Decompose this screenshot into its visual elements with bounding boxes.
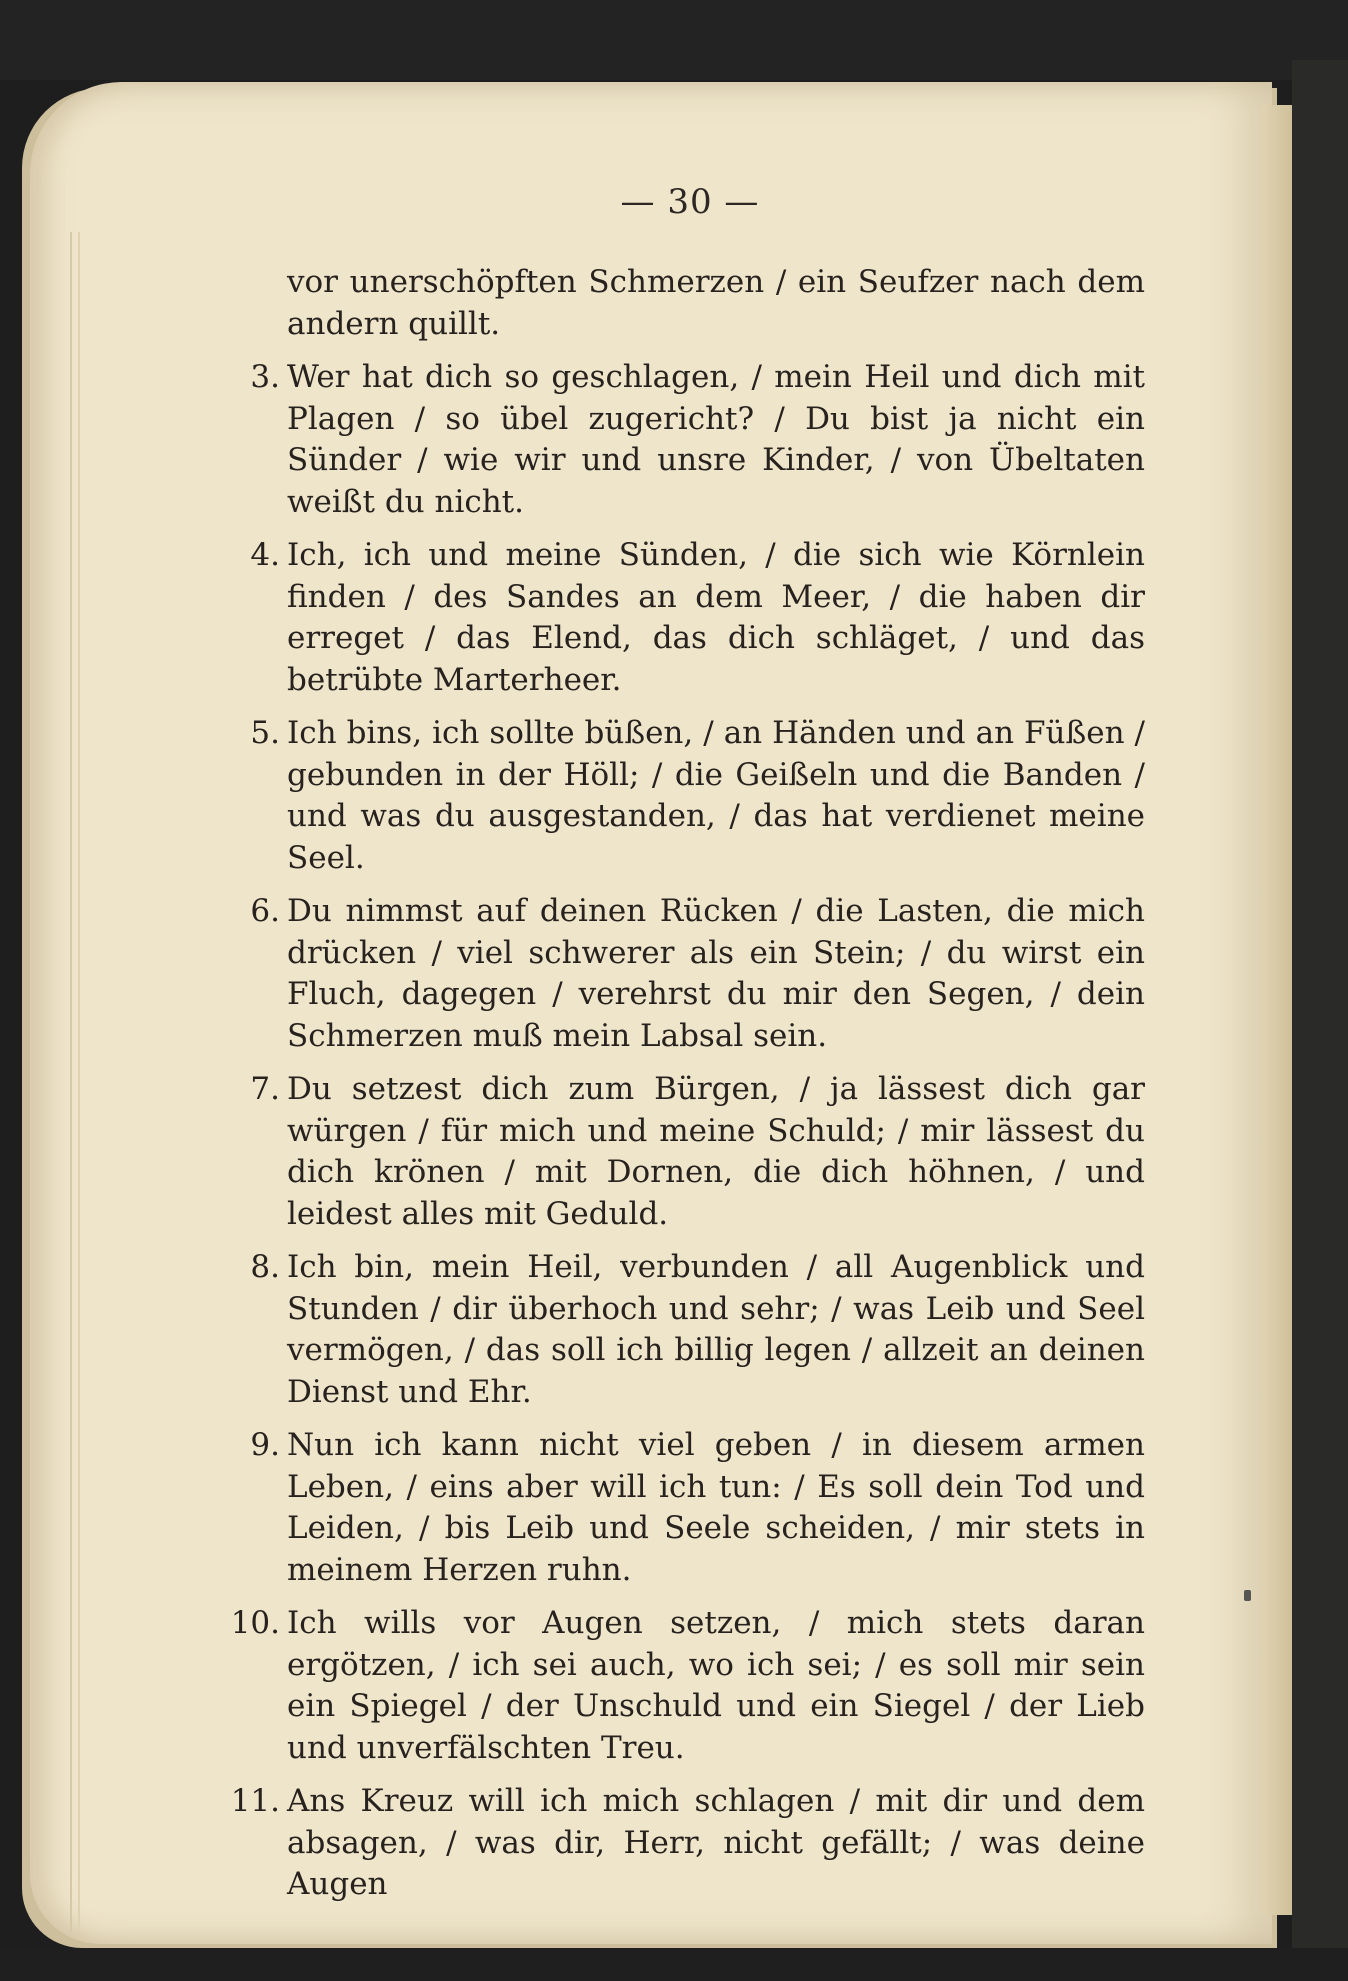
verse-number: 8.	[250, 1249, 280, 1285]
verse	[205, 1247, 1145, 1413]
verse-text: Ich bin, mein Heil, verbunden / all Augenblick und Stunden / dir überhoch und sehr; / was Leib und Seel vermögen, / das soll ich billig legen / allzeit an deinen Dienst und Ehr.	[287, 1249, 1145, 1410]
paper-speck	[1244, 1590, 1251, 1601]
verse	[205, 713, 1145, 879]
verse	[205, 1603, 1145, 1769]
verse	[205, 1781, 1145, 1906]
verse	[205, 357, 1145, 523]
verse-number: 3.	[250, 359, 280, 395]
page-stack-line	[70, 232, 72, 1932]
verse-number: 11.	[230, 1783, 280, 1819]
background-right	[1292, 60, 1348, 1981]
background-bottom	[0, 1948, 1348, 1981]
hymn-text	[205, 262, 1145, 1906]
verse-number: 10.	[230, 1605, 280, 1641]
verse-text: Ans Kreuz will ich mich schlagen / mit dir und dem absagen, / was dir, Herr, nicht gefällt; / was deine Augen	[287, 1783, 1145, 1902]
verse-text: Ich wills vor Augen setzen, / mich stets daran ergötzen, / ich sei auch, wo ich sei; / es soll mir sein ein Spiegel / der Unschuld und ein Siegel / der Lieb und unverfälschten Treu.	[287, 1605, 1145, 1766]
verse	[205, 1425, 1145, 1591]
verse-text: Wer hat dich so geschlagen, / mein Heil und dich mit Plagen / so übel zugericht? / Du bist ja nicht ein Sünder / wie wir und unsre Kinder, / von Übeltaten weißt du nicht.	[287, 359, 1145, 520]
verse-number: 4.	[250, 537, 280, 573]
verse	[205, 535, 1145, 701]
verse-text: Ich, ich und meine Sünden, / die sich wie Körnlein finden / des Sandes an dem Meer, / die haben dir erreget / das Elend, das dich schläget, / und das betrübte Marterheer.	[287, 537, 1145, 698]
book-gutter	[1262, 105, 1292, 1915]
verse-number: 5.	[250, 715, 280, 751]
verse-text: Ich bins, ich sollte büßen, / an Händen und an Füßen / gebunden in der Höll; / die Geißeln und die Banden / und was du ausgestanden, / das hat verdienet meine Seel.	[287, 715, 1145, 876]
continuation-text: vor unerschöpften Schmerzen / ein Seufzer nach dem andern quillt.	[287, 264, 1145, 342]
page-stack-line	[78, 232, 80, 1932]
verse	[205, 1069, 1145, 1235]
verse-text: Nun ich kann nicht viel geben / in diesem armen Leben, / eins aber will ich tun: / Es soll dein Tod und Leiden, / bis Leib und Seele scheiden, / mir stets in meinem Herzen ruhn.	[287, 1427, 1145, 1588]
page-number: — 30 —	[620, 182, 760, 222]
verse-text: Du setzest dich zum Bürgen, / ja lässest dich gar würgen / für mich und meine Schuld; / mir lässest du dich krönen / mit Dornen, die dich höhnen, / und leidest alles mit Geduld.	[287, 1071, 1145, 1232]
verse-text: Du nimmst auf deinen Rücken / die Lasten, die mich drücken / viel schwerer als ein Stein; / du wirst ein Fluch, dagegen / verehrst du mir den Segen, / dein Schmerzen muß mein Labsal sein.	[287, 893, 1145, 1054]
background-top	[0, 0, 1348, 80]
verse-number: 6.	[250, 893, 280, 929]
verse-number: 7.	[250, 1071, 280, 1107]
verse	[205, 891, 1145, 1057]
verse-number: 9.	[250, 1427, 280, 1463]
